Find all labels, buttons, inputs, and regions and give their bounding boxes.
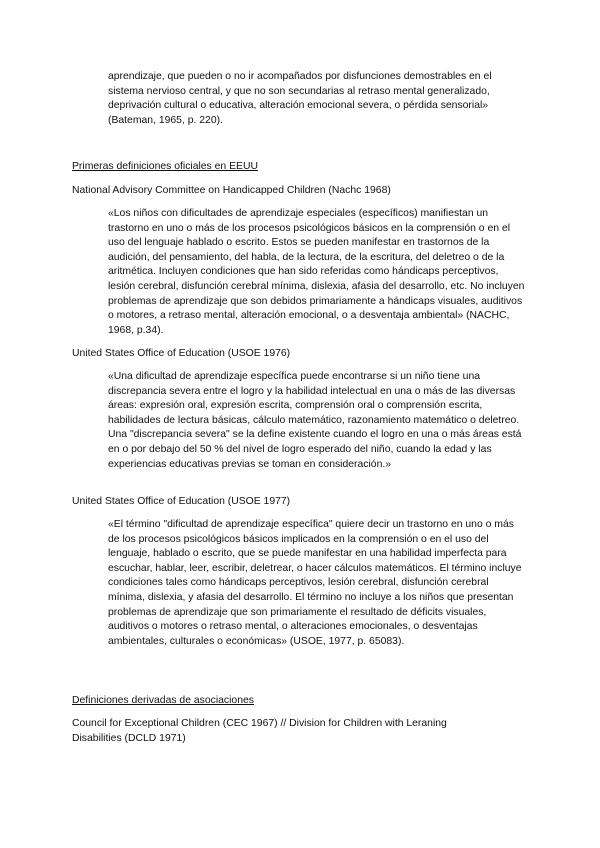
section-heading-official-definitions: Primeras definiciones oficiales en EEUU [72, 161, 258, 172]
usoe-1977-quote: «El término "dificultad de aprendizaje específica" quiere decir un trastorno en uno o más de los procesos psicológicos básicos implicados en la comprensión o en el uso del lenguaje, hablado o escrito, que se puede manifestar en una habilidad imperfecta para escuchar, hablar, leer, escribir, deletrear, o hacer cálculos matemáticos. El término incluye condiciones tales como hándicaps perceptivos, lesión cerebral, disfunción cerebral mínima, dislexia, y afasia del desarrollo. El término no incluye a los niños que presentan problemas de aprendizaje que son primariamente el resultado de déficits visuales, auditivos o motores o retraso mental, o alteraciones emocionales, o desventajas ambientales, culturales o económicas» (USOE, 1977, p. 65083). [108, 519, 522, 647]
usoe-1977-title: United States Office of Education (USOE 1977) [72, 496, 291, 507]
nachc-1968-title: National Advisory Committee on Handicapped Children (Nachc 1968) [72, 185, 391, 196]
cec-dcld-title: Council for Exceptional Children (CEC 1967) // Division for Children with Leraning Disabilities (DCLD 1971) [72, 718, 447, 744]
nachc-1968-quote: «Los niños con dificultades de aprendizaje especiales (específicos) manifiestan un trastorno en uno o más de los procesos psicológicos básicos en la comprensión o en el uso del lenguaje hablado o escrito. Estos se pueden manifestar en trastornos de la audición, del pensamiento, del habla, de la lectura, de la escritura, del deletreo o de la aritmética. Incluyen condiciones que han sido referidas como hándicaps perceptivos, lesión cerebral, disfunción cerebral mínima, dislexia, afasia del desarrollo, etc. No incluyen problemas de aprendizaje que son debidos primariamente a hándicaps visuales, auditivos o motores, a retraso mental, alteración emocional, o a desventaja ambiental» (NACHC, 1968, p.34). [108, 208, 525, 336]
usoe-1976-quote: «Una dificultad de aprendizaje específica puede encontrarse si un niño tiene una discrepancia severa entre el logro y la habilidad intelectual en una o más de las diversas áreas: expresión oral, expresión escrita, comprensión oral o comprensión escrita, habilidades de lectura básicas, cálculo matemático, razonamiento matemático o deletreo. Una "discrepancia severa" se la define existente cuando el logro en una o más áreas está en o por debajo del 50 % del nivel de logro esperado del niño, cuando la edad y las experiencias educativas previas se toman en consideración.» [108, 371, 522, 470]
section-heading-association-definitions: Definiciones derivadas de asociaciones [72, 695, 254, 706]
usoe-1976-title: United States Office of Education (USOE 1976) [72, 348, 291, 359]
bateman-quote: aprendizaje, que pueden o no ir acompañados por disfunciones demostrables en el sistema nervioso central, y que no son secundarias al retraso mental generalizado, deprivación cultural o educativa, alteración emocional severa, o pérdida sensorial» (Bateman, 1965, p. 220). [108, 71, 492, 126]
